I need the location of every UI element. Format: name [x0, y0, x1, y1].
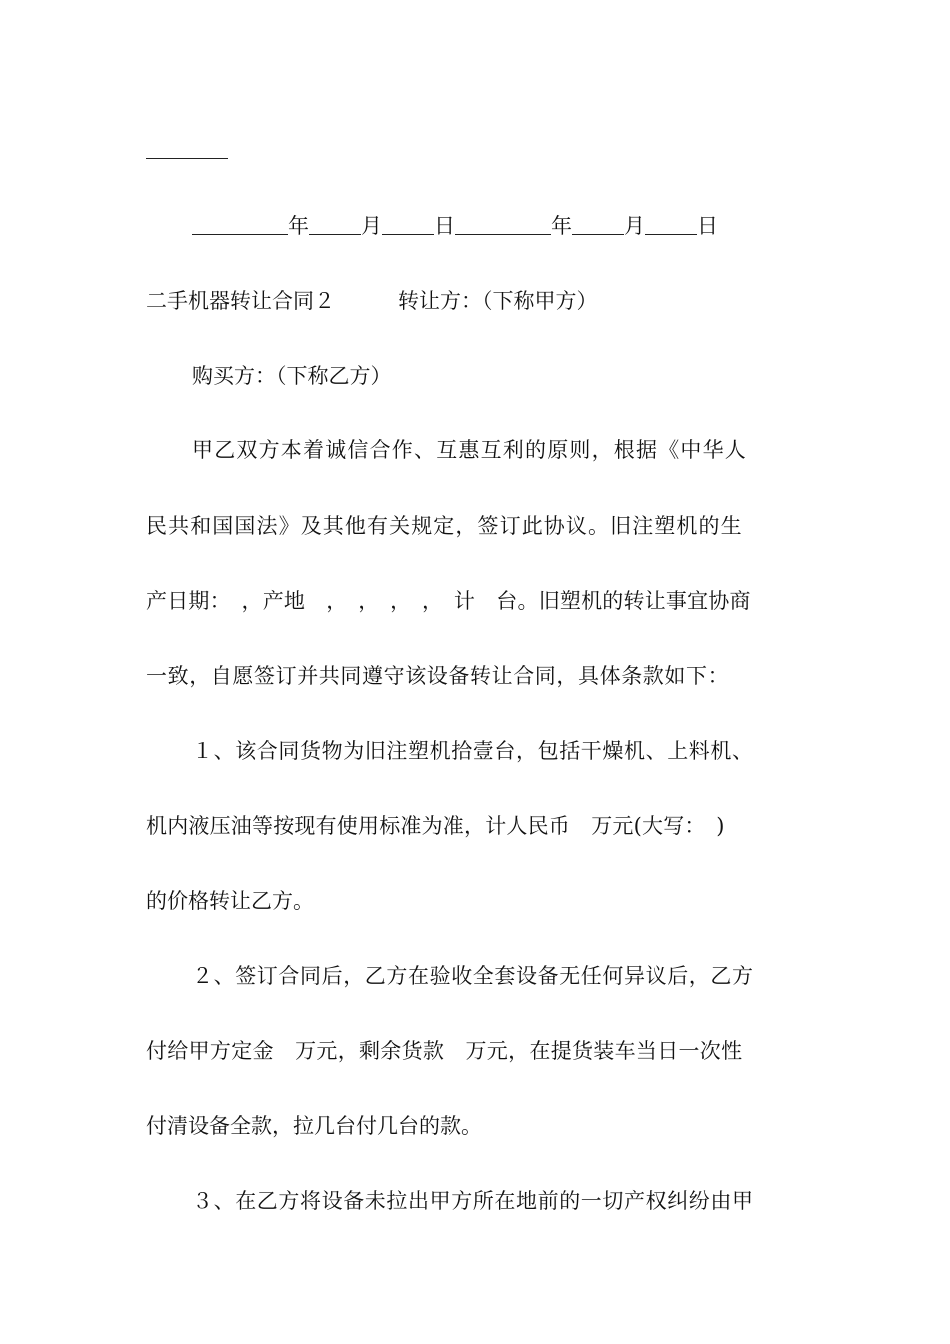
intro-line-2: 民共和国国法》及其他有关规定，签订此协议。旧注塑机的生 [146, 514, 743, 538]
day-blank-1 [382, 214, 434, 235]
clause-2-line-3: 付清设备全款，拉几台付几台的款。 [146, 1114, 482, 1138]
intro-line-3: 产日期： ，产地 ， ， ， ， 计 台。旧塑机的转让事宜协商 [146, 589, 751, 613]
clause-2-line-2: 付给甲方定金 万元，剩余货款 万元，在提货装车当日一次性 [146, 1039, 743, 1063]
clause-3-line-1: ３、在乙方将设备未拉出甲方所在地前的一切产权纠纷由甲 [192, 1189, 754, 1213]
clause-2-line-1: ２、签订合同后，乙方在验收全套设备无任何异议后，乙方 [192, 964, 754, 988]
day-label-1: 日 [434, 214, 455, 238]
clause-1-line-2: 机内液压油等按现有使用标准为准，计人民币 万元(大写： ) [146, 814, 725, 838]
intro-line-4: 一致，自愿签订并共同遵守该设备转让合同，具体条款如下： [146, 664, 730, 688]
signing-dates-line [192, 212, 718, 240]
month-blank-2 [572, 214, 624, 235]
contract-title-line: 二手机器转让合同２ 转让方：（下称甲方） [146, 289, 598, 313]
intro-line-1: 甲乙双方本着诚信合作、互惠互利的原则，根据《中华人 [192, 438, 747, 462]
day-blank-2 [645, 214, 697, 235]
clause-1-line-1: １、该合同货物为旧注塑机拾壹台，包括干燥机、上料机、 [192, 739, 754, 763]
month-label-2: 月 [624, 214, 645, 238]
month-blank-1 [309, 214, 361, 235]
clause-1-line-3: 的价格转让乙方。 [146, 889, 314, 913]
signature-underline [146, 158, 228, 159]
year-label-1: 年 [288, 214, 309, 238]
year-label-2: 年 [551, 214, 572, 238]
month-label-1: 月 [361, 214, 382, 238]
buyer-line: 购买方：（下称乙方） [192, 364, 392, 388]
year-blank-1 [192, 214, 288, 235]
day-label-2: 日 [697, 214, 718, 238]
year-blank-2 [455, 214, 551, 235]
